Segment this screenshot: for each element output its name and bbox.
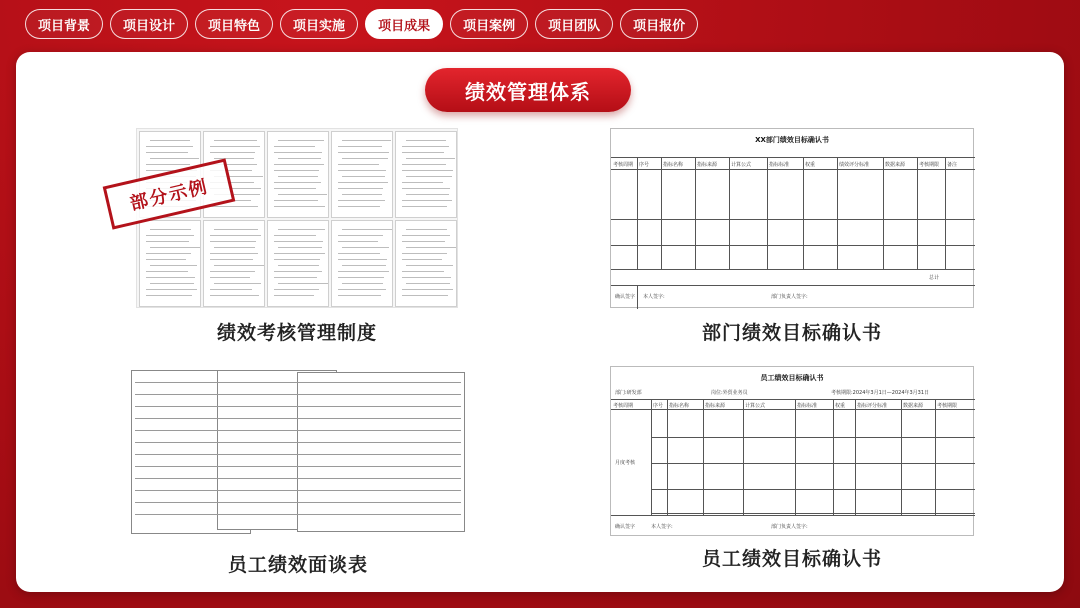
emp-dept-label: 部门:研发部 xyxy=(615,390,642,396)
table-line xyxy=(729,157,730,269)
dept-caption: 部门绩效目标确认书 xyxy=(701,322,882,344)
table-header: 数据来源 xyxy=(903,403,924,409)
total-label: 总计 xyxy=(929,275,940,281)
footer-manager-sign: 部门负责人签字: xyxy=(771,294,808,300)
document-page-thumbnail xyxy=(395,131,457,218)
table-line xyxy=(651,513,975,514)
table-line xyxy=(661,157,662,269)
nav-tab[interactable]: 项目团队 xyxy=(535,9,613,39)
emp-period-label: 考核期限:2024年3月1日—2024年3月31日 xyxy=(831,390,930,396)
table-line xyxy=(611,399,975,400)
footer-self-sign: 本人签字: xyxy=(651,524,673,530)
document-page-thumbnail xyxy=(267,220,329,307)
table-header: 序号 xyxy=(639,162,650,168)
table-header: 序号 xyxy=(653,403,664,409)
footer-manager-sign: 部门负责人签字: xyxy=(771,524,808,530)
footer-confirm: 确认签字 xyxy=(615,524,636,530)
sample-stamp: 部分示例 xyxy=(103,158,236,229)
table-line xyxy=(743,399,744,515)
table-line xyxy=(611,285,975,286)
nav-tab[interactable]: 项目案例 xyxy=(450,9,528,39)
emp-position-label: 岗位:外贸业务员 xyxy=(711,390,748,396)
document-page-thumbnail xyxy=(267,131,329,218)
interview-form-preview[interactable] xyxy=(131,370,465,534)
table-line xyxy=(901,399,902,515)
nav-tab[interactable]: 项目实施 xyxy=(280,9,358,39)
table-line xyxy=(611,515,975,516)
table-line xyxy=(935,399,936,515)
interview-page-3 xyxy=(297,372,465,532)
table-line xyxy=(651,437,975,438)
form-row-line xyxy=(301,382,461,383)
table-line xyxy=(703,399,704,515)
table-header: 指标评分标准 xyxy=(857,403,888,409)
table-header: 指标来源 xyxy=(705,403,726,409)
table-header: 权重 xyxy=(805,162,816,168)
table-line xyxy=(767,157,768,269)
form-row-line xyxy=(301,394,461,395)
table-header: 计算公式 xyxy=(745,403,766,409)
table-header: 数据来源 xyxy=(885,162,906,168)
interview-caption: 员工绩效面谈表 xyxy=(227,554,368,576)
nav-tab[interactable]: 项目报价 xyxy=(620,9,698,39)
nav-tab[interactable]: 项目成果 xyxy=(365,9,443,39)
form-row-line xyxy=(301,466,461,467)
footer-confirm: 确认签字 xyxy=(615,294,636,300)
form-row-line xyxy=(301,454,461,455)
period-value: 月度考核 xyxy=(615,460,636,466)
table-line xyxy=(855,399,856,515)
table-line xyxy=(637,157,638,269)
table-line xyxy=(637,285,638,309)
form-row-line xyxy=(301,514,461,515)
table-line xyxy=(611,169,975,170)
form-row-line xyxy=(301,490,461,491)
dept-form-title: XX部门绩效目标确认书 xyxy=(755,136,829,144)
section-title: 绩效管理体系 xyxy=(425,68,631,112)
form-row-line xyxy=(301,418,461,419)
dept-target-form-preview[interactable] xyxy=(610,128,974,308)
table-line xyxy=(651,489,975,490)
form-row-line xyxy=(301,442,461,443)
nav-tab[interactable]: 项目设计 xyxy=(110,9,188,39)
top-navigation xyxy=(25,9,698,39)
table-line xyxy=(667,399,668,515)
table-line xyxy=(611,409,975,410)
table-line xyxy=(883,157,884,269)
table-header: 指标名称 xyxy=(669,403,690,409)
table-line xyxy=(611,245,975,246)
table-line xyxy=(695,157,696,269)
system-document-preview[interactable] xyxy=(136,128,458,308)
table-header: 考核期限 xyxy=(937,403,958,409)
table-header: 指标名称 xyxy=(663,162,684,168)
table-header: 指标来源 xyxy=(697,162,718,168)
nav-tab[interactable]: 项目特色 xyxy=(195,9,273,39)
nav-tab[interactable]: 项目背景 xyxy=(25,9,103,39)
table-header: 指标标准 xyxy=(769,162,790,168)
table-line xyxy=(803,157,804,269)
footer-self-sign: 本人签字: xyxy=(643,294,665,300)
document-page-thumbnail xyxy=(331,220,393,307)
document-page-thumbnail xyxy=(203,220,265,307)
table-line xyxy=(837,157,838,269)
form-row-line xyxy=(301,502,461,503)
table-line xyxy=(945,157,946,269)
document-page-thumbnail xyxy=(139,220,201,307)
table-header: 备注 xyxy=(947,162,958,168)
table-header: 权重 xyxy=(835,403,846,409)
table-line xyxy=(611,269,975,270)
document-page-thumbnail xyxy=(331,131,393,218)
table-line xyxy=(795,399,796,515)
table-line xyxy=(917,157,918,269)
table-line xyxy=(611,157,975,158)
table-header: 考核周期 xyxy=(613,162,634,168)
employee-target-form-preview[interactable] xyxy=(610,366,974,536)
form-row-line xyxy=(301,406,461,407)
content-card xyxy=(16,52,1064,592)
document-page-thumbnail xyxy=(395,220,457,307)
table-line xyxy=(651,463,975,464)
table-header: 考核周期 xyxy=(613,403,634,409)
table-line xyxy=(611,219,975,220)
system-caption: 绩效考核管理制度 xyxy=(216,322,377,344)
table-header: 计算公式 xyxy=(731,162,752,168)
table-header: 绩效评分标准 xyxy=(839,162,870,168)
table-header: 指标标准 xyxy=(797,403,818,409)
employee-caption: 员工绩效目标确认书 xyxy=(701,548,882,570)
emp-form-title: 员工绩效目标确认书 xyxy=(760,374,824,382)
form-row-line xyxy=(301,478,461,479)
form-row-line xyxy=(301,430,461,431)
table-header: 考核期限 xyxy=(919,162,940,168)
table-line xyxy=(833,399,834,515)
table-line xyxy=(651,399,652,515)
